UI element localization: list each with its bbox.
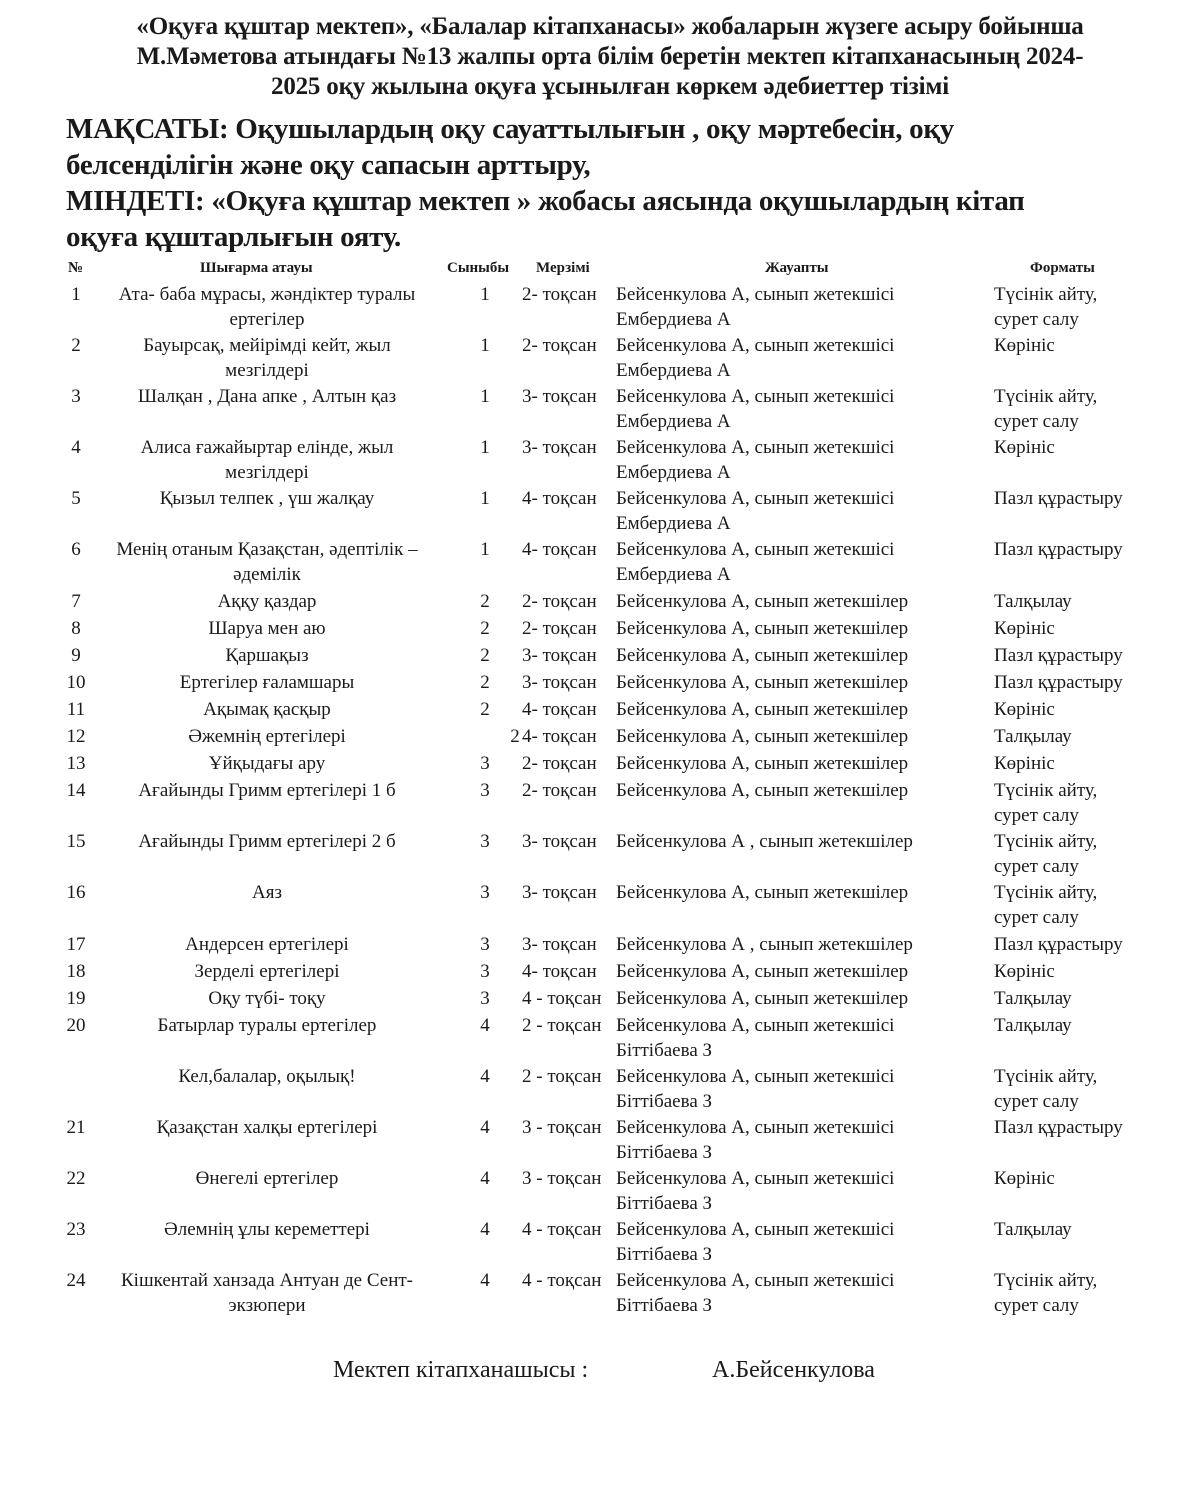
work-title-line: Қазақстан халқы ертегілері: [156, 1117, 378, 1138]
responsible: [616, 779, 976, 804]
work-title-line: Ұйқыдағы ару: [208, 753, 326, 774]
work-title: [92, 779, 442, 804]
responsible-line: Ембердиева А: [616, 308, 731, 330]
work-title-line: экзюпери: [228, 1294, 306, 1316]
row-number: 1: [71, 284, 81, 305]
responsible-line: Бейсенкулова А , сынып жетекшілер: [616, 831, 913, 852]
work-title: [92, 960, 442, 985]
work-title: [92, 1269, 442, 1318]
grade: 2: [480, 591, 490, 612]
format-line: Көрініс: [994, 1168, 1055, 1189]
responsible: [616, 334, 976, 383]
format: [994, 1167, 1194, 1192]
grade: 1: [480, 335, 490, 356]
work-title: [92, 1014, 442, 1039]
responsible-line: Ембердиева А: [616, 410, 731, 432]
format-line: Пазл құрастыру: [994, 934, 1123, 955]
responsible-line: Бейсенкулова А, сынып жетекшісі: [616, 284, 895, 305]
column-header-term: Мерзімі: [536, 260, 590, 276]
responsible-line: Бейсенкулова А, сынып жетекшісі: [616, 1270, 895, 1291]
work-title-line: Батырлар туралы ертегілер: [157, 1015, 377, 1036]
format: [994, 1065, 1194, 1114]
work-title: [92, 830, 442, 855]
responsible: [616, 385, 976, 434]
work-title: [92, 334, 442, 383]
responsible: [616, 617, 976, 642]
responsible-line: Бейсенкулова А, сынып жетекшілер: [616, 618, 909, 639]
term: 4- тоқсан: [522, 699, 597, 720]
responsible: [616, 590, 976, 615]
work-title: [92, 385, 442, 410]
format-line: Талқылау: [994, 1015, 1072, 1036]
row-number: 15: [66, 831, 86, 852]
row-number: 21: [66, 1117, 86, 1138]
responsible-line: Бейсенкулова А, сынып жетекшілер: [616, 780, 909, 801]
responsible: [616, 283, 976, 332]
term: 2 - тоқсан: [522, 1015, 602, 1036]
term: 4- тоқсан: [522, 539, 597, 560]
format-line: Түсінік айту,: [994, 882, 1098, 903]
responsible: [616, 933, 976, 958]
responsible: [616, 671, 976, 696]
responsible: [616, 830, 976, 855]
grade: 3: [480, 882, 490, 903]
responsible: [616, 436, 976, 485]
row-number: 22: [66, 1168, 86, 1189]
format-line: Талқылау: [994, 1219, 1072, 1240]
format: [994, 1116, 1194, 1141]
format: [994, 698, 1194, 723]
format: [994, 960, 1194, 985]
term: 2- тоқсан: [522, 780, 597, 801]
row-number: 10: [66, 672, 86, 693]
grade: 1: [480, 437, 490, 458]
responsible: [616, 1269, 976, 1318]
format: [994, 987, 1194, 1012]
format-line: сурет салу: [994, 410, 1079, 432]
format-line: Пазл құрастыру: [994, 645, 1123, 666]
term: 3- тоқсан: [522, 882, 597, 903]
work-title: [92, 487, 442, 512]
row-number: 8: [71, 618, 81, 639]
responsible: [616, 752, 976, 777]
responsible-line: Біттібаева З: [616, 1243, 713, 1265]
task-statement: [66, 183, 1176, 255]
work-title: [92, 987, 442, 1012]
format: [994, 933, 1194, 958]
format-line: Пазл құрастыру: [994, 1117, 1123, 1138]
term: 3- тоқсан: [522, 386, 597, 407]
responsible-line: Ембердиева А: [616, 512, 731, 534]
row-number: 17: [66, 934, 86, 955]
responsible-line: Бейсенкулова А, сынып жетекшілер: [616, 988, 909, 1009]
grade: 3: [480, 934, 490, 955]
work-title-line: мезгілдері: [225, 359, 309, 381]
responsible: [616, 987, 976, 1012]
title-line: М.Мәметова атындағы №13 жалпы орта білім беретін мектеп кітапханасының 2024-: [136, 43, 1084, 70]
responsible-line: Бейсенкулова А, сынып жетекшісі: [616, 386, 895, 407]
responsible-line: Бейсенкулова А, сынып жетекшісі: [616, 1168, 895, 1189]
format-line: Талқылау: [994, 726, 1072, 747]
responsible-line: Ембердиева А: [616, 461, 731, 483]
format: [994, 1269, 1194, 1318]
work-title-line: Оқу түбі- тоқу: [208, 988, 326, 1009]
row-number: 23: [66, 1219, 86, 1240]
format-line: Көрініс: [994, 753, 1055, 774]
format: [994, 590, 1194, 615]
work-title: [92, 590, 442, 615]
responsible: [616, 1167, 976, 1216]
responsible-line: Бейсенкулова А, сынып жетекшілер: [616, 591, 909, 612]
row-number: 14: [66, 780, 86, 801]
column-header-title: Шығарма атауы: [200, 260, 313, 276]
work-title-line: Бауырсақ, мейірімді кейт, жыл: [143, 335, 391, 356]
responsible-line: Бейсенкулова А, сынып жетекшісі: [616, 1066, 895, 1087]
responsible-line: Ембердиева А: [616, 563, 731, 585]
work-title: [92, 933, 442, 958]
format-line: Көрініс: [994, 699, 1055, 720]
term: 2 - тоқсан: [522, 1066, 602, 1087]
responsible-line: Бейсенкулова А, сынып жетекшілер: [616, 961, 909, 982]
row-number: 5: [71, 488, 81, 509]
term: 3- тоқсан: [522, 672, 597, 693]
work-title-line: Шалқан , Дана апке , Алтын қаз: [137, 386, 397, 407]
format: [994, 830, 1194, 879]
responsible: [616, 725, 976, 750]
column-header-format: Форматы: [1030, 260, 1095, 276]
format: [994, 779, 1194, 828]
format-line: сурет салу: [994, 906, 1079, 928]
responsible: [616, 698, 976, 723]
work-title-line: Кел,балалар, оқылық!: [178, 1066, 356, 1087]
grade: 4: [480, 1219, 490, 1240]
term: 2- тоқсан: [522, 753, 597, 774]
row-number: 6: [71, 539, 81, 560]
work-title: [92, 1167, 442, 1192]
work-title-line: Андерсен ертегілері: [185, 934, 349, 955]
work-title: [92, 436, 442, 485]
format-line: Пазл құрастыру: [994, 539, 1123, 560]
format-line: сурет салу: [994, 1294, 1079, 1316]
grade: 4: [480, 1168, 490, 1189]
format: [994, 671, 1194, 696]
row-number: 4: [71, 437, 81, 458]
responsible-line: Бейсенкулова А, сынып жетекшісі: [616, 437, 895, 458]
grade: 1: [480, 284, 490, 305]
grade: 2: [480, 699, 490, 720]
column-header-grade: Сыныбы: [447, 260, 510, 276]
term: 4- тоқсан: [522, 726, 597, 747]
format: [994, 1014, 1194, 1039]
grade: 2: [510, 726, 520, 747]
responsible: [616, 644, 976, 669]
responsible-line: Біттібаева З: [616, 1192, 713, 1214]
grade: 3: [480, 961, 490, 982]
work-title-line: Ағайынды Гримм ертегілері 2 б: [138, 831, 396, 852]
work-title: [92, 283, 442, 332]
work-title-line: Қызыл телпек , үш жалқау: [159, 488, 375, 509]
grade: 1: [480, 386, 490, 407]
work-title: [92, 698, 442, 723]
row-number: 19: [66, 988, 86, 1009]
format: [994, 436, 1194, 461]
grade: 2: [480, 618, 490, 639]
responsible-line: Бейсенкулова А, сынып жетекшісі: [616, 335, 895, 356]
row-number: 24: [66, 1270, 86, 1291]
work-title-line: Ата- баба мұрасы, жәндіктер туралы: [118, 284, 416, 305]
format: [994, 487, 1194, 512]
goal-line: МАҚСАТЫ: Оқушылардың оқу сауаттылығын , оқу мәртебесін, оқу: [66, 113, 954, 145]
format: [994, 538, 1194, 563]
responsible: [616, 1014, 976, 1063]
row-number: 18: [66, 961, 86, 982]
term: 4 - тоқсан: [522, 988, 602, 1009]
responsible: [616, 1218, 976, 1267]
work-title-line: Шаруа мен аю: [208, 618, 326, 639]
grade: 3: [480, 780, 490, 801]
grade: 1: [480, 539, 490, 560]
responsible: [616, 1116, 976, 1165]
format: [994, 385, 1194, 434]
term: 4 - тоқсан: [522, 1270, 602, 1291]
row-number: 7: [71, 591, 81, 612]
work-title-line: Өнегелі ертегілер: [195, 1168, 339, 1189]
format-line: Талқылау: [994, 591, 1072, 612]
format-line: Түсінік айту,: [994, 284, 1098, 305]
work-title-line: ертегілер: [229, 308, 305, 330]
format-line: Түсінік айту,: [994, 1066, 1098, 1087]
responsible: [616, 881, 976, 906]
column-header-responsible: Жауапты: [765, 260, 829, 276]
document-title: [60, 12, 1160, 102]
column-header-number: №: [68, 260, 84, 276]
responsible-line: Ембердиева А: [616, 359, 731, 381]
responsible: [616, 960, 976, 985]
work-title-line: Ақымақ қасқыр: [203, 699, 331, 720]
responsible-line: Бейсенкулова А, сынып жетекшілер: [616, 699, 909, 720]
work-title: [92, 881, 442, 906]
responsible-line: Бейсенкулова А , сынып жетекшілер: [616, 934, 913, 955]
format: [994, 644, 1194, 669]
responsible: [616, 538, 976, 587]
format: [994, 752, 1194, 777]
term: 2- тоқсан: [522, 335, 597, 356]
format-line: сурет салу: [994, 855, 1079, 877]
work-title-line: Әжемнің ертегілері: [188, 726, 346, 747]
term: 2- тоқсан: [522, 284, 597, 305]
responsible-line: Бейсенкулова А, сынып жетекшілер: [616, 882, 909, 903]
grade: 2: [480, 672, 490, 693]
format: [994, 617, 1194, 642]
work-title-line: Зерделі ертегілері: [194, 961, 340, 982]
format-line: Пазл құрастыру: [994, 672, 1123, 693]
work-title: [92, 1218, 442, 1243]
format-line: Көрініс: [994, 961, 1055, 982]
row-number: 20: [66, 1015, 86, 1036]
term: 3 - тоқсан: [522, 1168, 602, 1189]
row-number: 13: [66, 753, 86, 774]
work-title-line: Қаршақыз: [225, 645, 309, 666]
grade: 4: [480, 1117, 490, 1138]
format: [994, 1218, 1194, 1243]
responsible-line: Бейсенкулова А, сынып жетекшілер: [616, 753, 909, 774]
work-title: [92, 725, 442, 750]
table-header: [0, 260, 1200, 280]
format-line: Көрініс: [994, 437, 1055, 458]
work-title: [92, 538, 442, 587]
format-line: Түсінік айту,: [994, 831, 1098, 852]
row-number: 3: [71, 386, 81, 407]
responsible-line: Бейсенкулова А, сынып жетекшісі: [616, 1015, 895, 1036]
responsible-line: Бейсенкулова А, сынып жетекшілер: [616, 645, 909, 666]
responsible: [616, 1065, 976, 1114]
format-line: сурет салу: [994, 1090, 1079, 1112]
responsible-line: Бейсенкулова А, сынып жетекшілер: [616, 726, 909, 747]
term: 3 - тоқсан: [522, 1117, 602, 1138]
task-line: оқуға құштарлығын ояту.: [66, 221, 401, 253]
work-title: [92, 752, 442, 777]
responsible-line: Бейсенкулова А, сынып жетекшісі: [616, 1219, 895, 1240]
title-line: 2025 оқу жылына оқуға ұсынылған көркем әдебиеттер тізімі: [271, 73, 949, 100]
work-title-line: Ертегілер ғаламшары: [179, 672, 355, 693]
format-line: Түсінік айту,: [994, 386, 1098, 407]
responsible-line: Бейсенкулова А, сынып жетекшілер: [616, 672, 909, 693]
work-title-line: Менің отаным Қазақстан, әдептілік –: [116, 539, 418, 560]
grade: 3: [480, 831, 490, 852]
responsible-line: Біттібаева З: [616, 1294, 713, 1316]
responsible-line: Біттібаева З: [616, 1090, 713, 1112]
title-line: «Оқуға құштар мектеп», «Балалар кітапханасы» жобаларын жүзеге асыру бойынша: [136, 13, 1084, 40]
work-title-line: Алиса ғажайыртар елінде, жыл: [140, 437, 394, 458]
term: 3- тоқсан: [522, 831, 597, 852]
work-title: [92, 1065, 442, 1090]
work-title: [92, 1116, 442, 1141]
format: [994, 283, 1194, 332]
term: 4 - тоқсан: [522, 1219, 602, 1240]
responsible-line: Бейсенкулова А, сынып жетекшісі: [616, 539, 895, 560]
responsible-line: Бейсенкулова А, сынып жетекшісі: [616, 488, 895, 509]
format-line: Көрініс: [994, 618, 1055, 639]
format-line: Талқылау: [994, 988, 1072, 1009]
row-number: 11: [66, 699, 86, 720]
task-line: МІНДЕТІ: «Оқуға құштар мектеп » жобасы аясында оқушылардың кітап: [66, 185, 1025, 217]
term: 2- тоқсан: [522, 591, 597, 612]
format-line: Түсінік айту,: [994, 1270, 1098, 1291]
grade: 4: [480, 1066, 490, 1087]
grade: 4: [480, 1270, 490, 1291]
responsible-line: Бейсенкулова А, сынып жетекшісі: [616, 1117, 895, 1138]
format-line: Түсінік айту,: [994, 780, 1098, 801]
row-number: 9: [71, 645, 81, 666]
work-title-line: әдемілік: [233, 563, 301, 585]
work-title-line: Кішкентай ханзада Антуан де Сент-: [121, 1270, 413, 1291]
work-title-line: мезгілдері: [225, 461, 309, 483]
work-title-line: Аяз: [252, 882, 282, 903]
row-number: 16: [66, 882, 86, 903]
responsible-line: Біттібаева З: [616, 1141, 713, 1163]
grade: 3: [480, 988, 490, 1009]
work-title-line: Ағайынды Гримм ертегілері 1 б: [138, 780, 396, 801]
term: 3- тоқсан: [522, 437, 597, 458]
format-line: сурет салу: [994, 308, 1079, 330]
format-line: сурет салу: [994, 804, 1079, 826]
format-line: Көрініс: [994, 335, 1055, 356]
term: 4- тоқсан: [522, 488, 597, 509]
work-title: [92, 671, 442, 696]
goal-line: белсенділігін және оқу сапасын арттыру,: [66, 149, 591, 181]
term: 3- тоқсан: [522, 934, 597, 955]
row-number: 2: [71, 335, 81, 356]
term: 2- тоқсан: [522, 618, 597, 639]
footer-librarian-name: А.Бейсенкулова: [712, 1357, 875, 1383]
format: [994, 334, 1194, 359]
row-number: 12: [66, 726, 86, 747]
term: 4- тоқсан: [522, 961, 597, 982]
grade: 4: [480, 1015, 490, 1036]
format: [994, 881, 1194, 930]
footer-librarian-label: Мектеп кітапханашысы :: [333, 1357, 589, 1383]
work-title: [92, 644, 442, 669]
grade: 2: [480, 645, 490, 666]
responsible: [616, 487, 976, 536]
work-title-line: Әлемнің ұлы кереметтері: [164, 1219, 370, 1240]
work-title: [92, 617, 442, 642]
term: 3- тоқсан: [522, 645, 597, 666]
grade: 3: [480, 753, 490, 774]
goal-statement: [66, 111, 1176, 183]
work-title-line: Аққу қаздар: [217, 591, 317, 612]
format: [994, 725, 1194, 750]
responsible-line: Біттібаева З: [616, 1039, 713, 1061]
format-line: Пазл құрастыру: [994, 488, 1123, 509]
grade: 1: [480, 488, 490, 509]
